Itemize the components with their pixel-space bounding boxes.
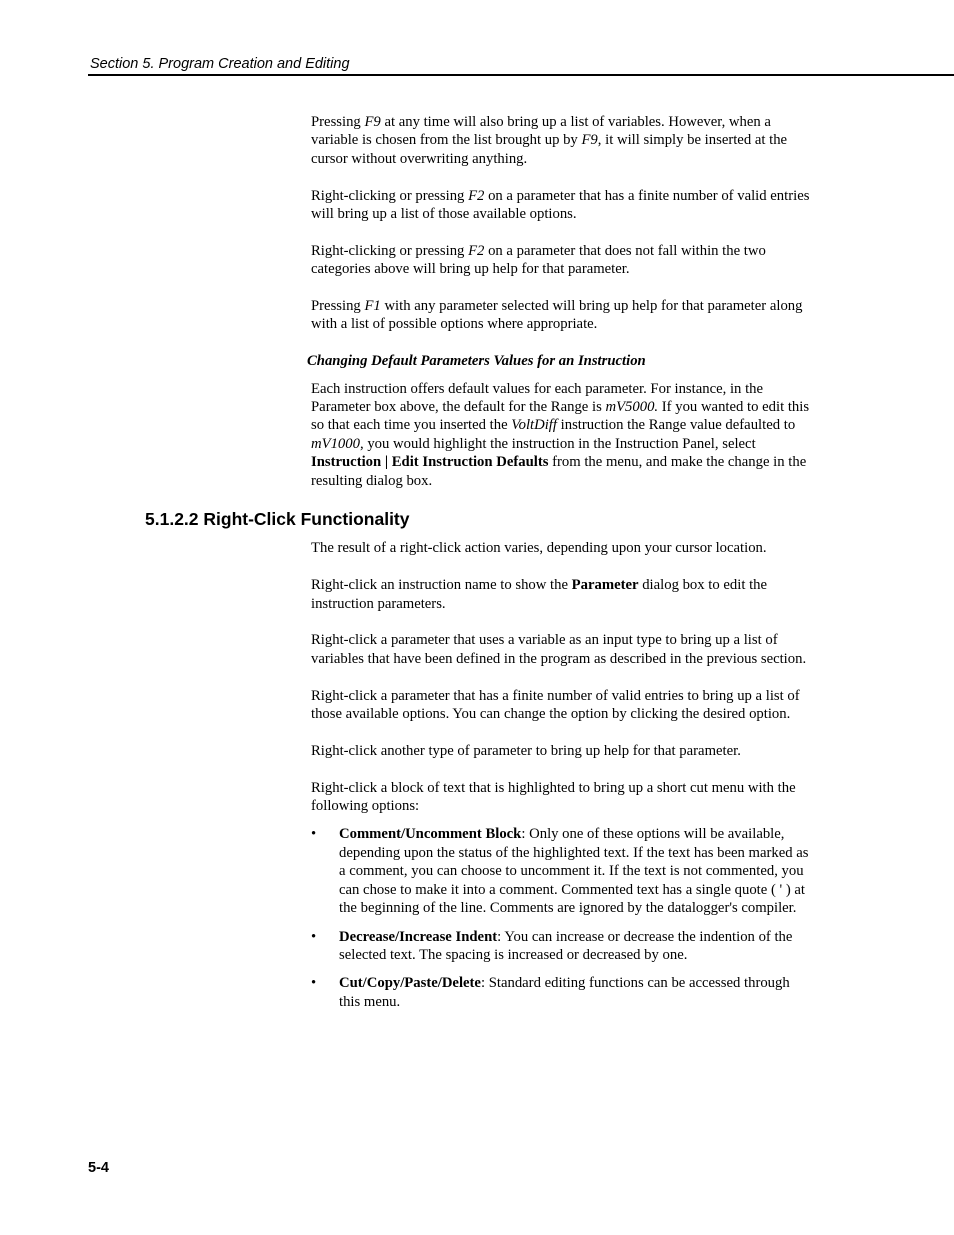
paragraph — [311, 576, 811, 613]
section-heading: 5.1.2.2 Right-Click Functionality — [145, 509, 410, 530]
italic-run: VoltDiff — [511, 417, 557, 434]
text-run: instruction the Range value defaulted to — [556, 417, 796, 434]
text-run: Right-click a parameter that has a finite number of valid entries to bring up a list of those available options. You can change the option by clicking the desired option. — [311, 687, 800, 723]
text-run: Right-click a block of text that is highlighted to bring up a short cut menu with the following options: — [311, 779, 796, 815]
list-item-text — [339, 975, 790, 1009]
text-run: with any parameter selected will bring up help for that parameter along with a list of possible options where appropriate. — [311, 298, 803, 333]
text-run: Pressing — [311, 298, 365, 315]
text-run: Pressing — [311, 114, 365, 130]
intro-paragraphs — [311, 113, 811, 334]
paragraph — [311, 779, 811, 816]
paragraph — [311, 242, 811, 279]
bold-run: Comment/Uncomment Block — [339, 826, 522, 843]
paragraph — [311, 113, 811, 168]
paragraph — [311, 631, 811, 668]
italic-run: F1 — [364, 298, 381, 315]
bold-run: Decrease/Increase Indent — [339, 928, 498, 945]
text-run: on a parameter that has a finite number of valid entries will bring up a list of those available options. — [311, 187, 810, 223]
default-paragraph — [311, 380, 811, 490]
italic-run: F9 — [364, 114, 381, 130]
text-run: , it will simply be inserted at the cursor without overwriting anything. — [311, 132, 788, 167]
page-number: 5-4 — [88, 1160, 109, 1176]
text-run: at any time will also bring up a list of variables. However, when a variable is chosen from the list brought up by — [311, 114, 771, 149]
bullet-list — [311, 825, 811, 1011]
paragraph — [311, 187, 811, 224]
list-item — [311, 928, 811, 965]
bullet-icon: • — [311, 928, 317, 945]
italic-run: F2 — [468, 242, 485, 259]
italic-run: mV1000 — [311, 435, 360, 452]
text-run: Right-click a parameter that uses a variable as an input type to bring up a list of variables that have been defined in the program as described in the previous section. — [311, 632, 807, 667]
text-run: : Only one of these options will be available, depending upon the status of the highlighted text. If the text has been marked as a comment, you can choose to uncomment it. If the text is not commented, you can chose to make it into a comment. Commented text has a single quote ( ' ) at the beginning of the line. Comments are ignored by the datalogger's compiler. — [339, 826, 809, 917]
paragraph — [311, 539, 811, 557]
text-run: Right-click an instruction name to show the — [311, 577, 572, 594]
right-click-paragraphs — [311, 539, 811, 815]
bold-run: Cut/Copy/Paste/Delete — [339, 975, 481, 992]
bold-run: Parameter — [571, 577, 639, 594]
text-run: Each instruction offers default values for each parameter. For instance, in the Parameter box above, the default for the Range is — [311, 380, 764, 416]
bullet-icon: • — [311, 975, 317, 992]
italic-run: mV5000. — [605, 399, 659, 416]
paragraph — [311, 742, 811, 760]
paragraph — [311, 687, 811, 724]
bold-run: Instruction | Edit Instruction Defaults — [311, 454, 549, 471]
italic-run: F9 — [581, 132, 598, 149]
page-body — [145, 113, 811, 1021]
text-run: Right-clicking or pressing — [311, 187, 469, 204]
text-run: : You can increase or decrease the indention of the selected text. The spacing is increased or decreased by one. — [339, 928, 793, 963]
running-header — [88, 55, 954, 76]
list-item-text — [339, 929, 792, 963]
subheading: Changing Default Parameters Values for an Instruction — [307, 353, 646, 370]
list-item — [311, 974, 811, 1011]
list-item — [311, 825, 811, 917]
text-run: , you would highlight the instruction in the Instruction Panel, select — [359, 435, 756, 452]
section-title: Section 5. Program Creation and Editing — [90, 56, 350, 72]
list-item-text — [339, 826, 808, 916]
text-run: from the menu, and make the change in the resulting dialog box. — [311, 454, 807, 489]
text-run: If you wanted to edit this so that each time you inserted the — [311, 399, 810, 434]
text-run: The result of a right-click action varies, depending upon your cursor location. — [311, 540, 767, 557]
text-run: on a parameter that does not fall within the two categories above will bring up help for that parameter. — [311, 242, 766, 278]
text-run: Right-clicking or pressing — [311, 242, 469, 259]
text-run: Right-click another type of parameter to bring up help for that parameter. — [311, 742, 741, 759]
text-run: dialog box to edit the instruction parameters. — [311, 577, 768, 612]
italic-run: F2 — [468, 187, 485, 204]
paragraph — [311, 297, 811, 334]
text-run: : Standard editing functions can be accessed through this menu. — [339, 975, 790, 1010]
bullet-icon: • — [311, 826, 317, 843]
